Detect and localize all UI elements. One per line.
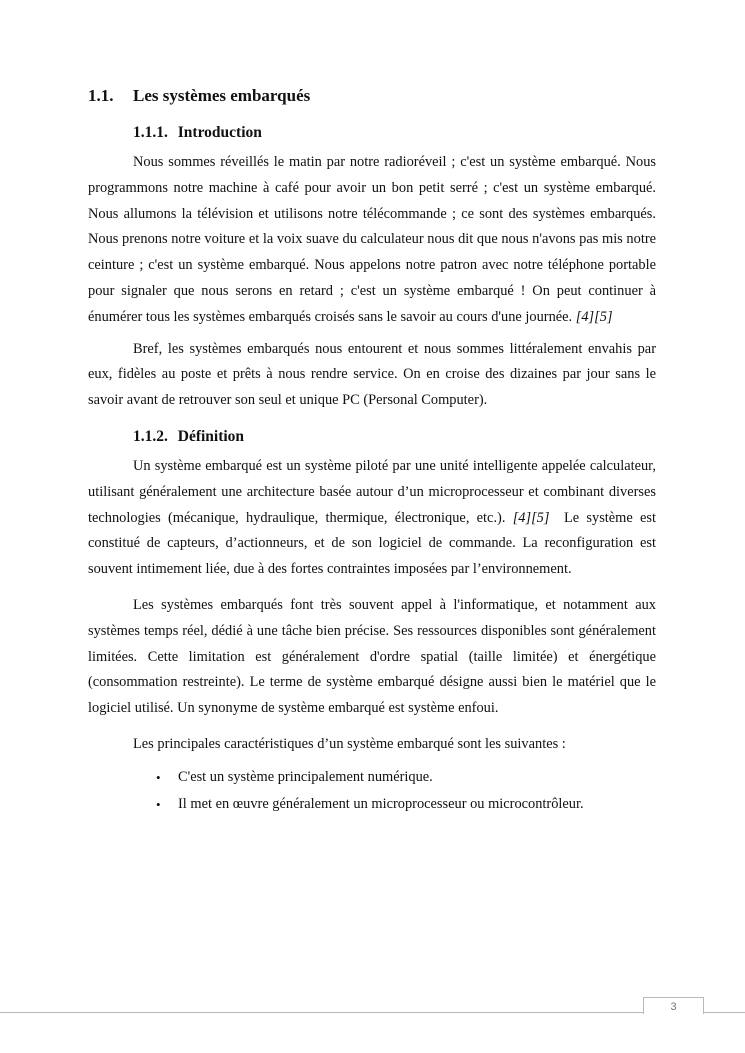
section-title: Les systèmes embarqués bbox=[133, 86, 311, 105]
paragraph-text: Nous sommes réveillés le matin par notre radioréveil ; c'est un système embarqué. Nous programmons notre machine à café pour avoir un bon petit serré ; c'est un système embarqué. Nous allumons la télévision et utilisons notre télécommande ; ce sont des systèmes embarqués. Nous prenons notre voiture et la voix suave du calculateur nous dit que nous n'avons pas mis notre ceinture ; c'est un système embarqué. Nous appelons notre patron avec notre téléphone portable pour signaler que nous serons en retard ; c'est un système embarqué ! On peut continuer à énumérer tous les systèmes embarqués croisés sans le savoir au cours d'une journée. bbox=[88, 154, 656, 325]
definition-paragraph-3: Les principales caractéristiques d’un système embarqué sont les suivantes : bbox=[133, 735, 566, 752]
footer-rule bbox=[703, 1012, 745, 1013]
list-item bbox=[88, 764, 656, 791]
subsection-number: 1.1.1. bbox=[133, 124, 168, 141]
characteristics-list bbox=[88, 764, 656, 818]
subsection-number: 1.1.2. bbox=[133, 427, 168, 445]
paragraph-text: Le système est constitué de capteurs, d’actionneurs, et de son logiciel de commande. La reconfiguration est souvent intimement liée, due à des fortes contraintes imposées par l’environnement. bbox=[88, 509, 660, 578]
section-heading bbox=[88, 86, 656, 106]
subsection-title: Introduction bbox=[177, 124, 262, 141]
subsection-heading-introduction bbox=[133, 124, 656, 142]
definition-paragraph-2: Les systèmes embarqués font très souvent appel à l'informatique, et notamment aux systèmes temps réel, dédié à une tâche bien précise. Ses ressources disponibles sont généralement limitées. Cette limitation est généralement d'ordre spatial (taille limitée) et énergétique (consommation restreinte). Le terme de système embarqué désigne aussi bien le matériel que le logiciel utilisé. Un synonyme de système embarqué est système enfoui. bbox=[88, 596, 656, 717]
intro-paragraph-1 bbox=[88, 150, 656, 331]
section-number: 1.1. bbox=[88, 86, 114, 105]
citation-ref: [4][5] bbox=[575, 308, 613, 325]
footer-rule bbox=[0, 1012, 643, 1013]
paragraph-text: Un système embarqué est un système piloté par une unité intelligente appelée calculateur, utilisant généralement une architecture basée autour d’un microprocesseur et combinant diverses technologies (mécanique, hydraulique, thermique, électronique, etc.). bbox=[88, 457, 656, 526]
citation-ref: [4][5] bbox=[512, 509, 550, 526]
page-number: 3 bbox=[643, 997, 704, 1014]
intro-paragraph-2: Bref, les systèmes embarqués nous entourent et nous sommes littéralement envahis par eux, fidèles au poste et prêts à nous rendre service. On en croise des dizaines par jour sans le savoir avant de retrouver son seul et unique PC (Personal Computer). bbox=[88, 340, 656, 409]
list-item-text: Il met en œuvre généralement un microprocesseur ou microcontrôleur. bbox=[178, 795, 584, 812]
bullet-icon: • bbox=[156, 769, 161, 785]
bullet-icon: • bbox=[156, 796, 161, 812]
definition-paragraph-1 bbox=[88, 454, 660, 583]
subsection-heading-definition bbox=[133, 428, 656, 446]
list-item-text: C'est un système principalement numérique. bbox=[178, 768, 433, 785]
subsection-title: Définition bbox=[177, 427, 245, 445]
document-page bbox=[88, 86, 660, 818]
list-item bbox=[88, 791, 656, 818]
